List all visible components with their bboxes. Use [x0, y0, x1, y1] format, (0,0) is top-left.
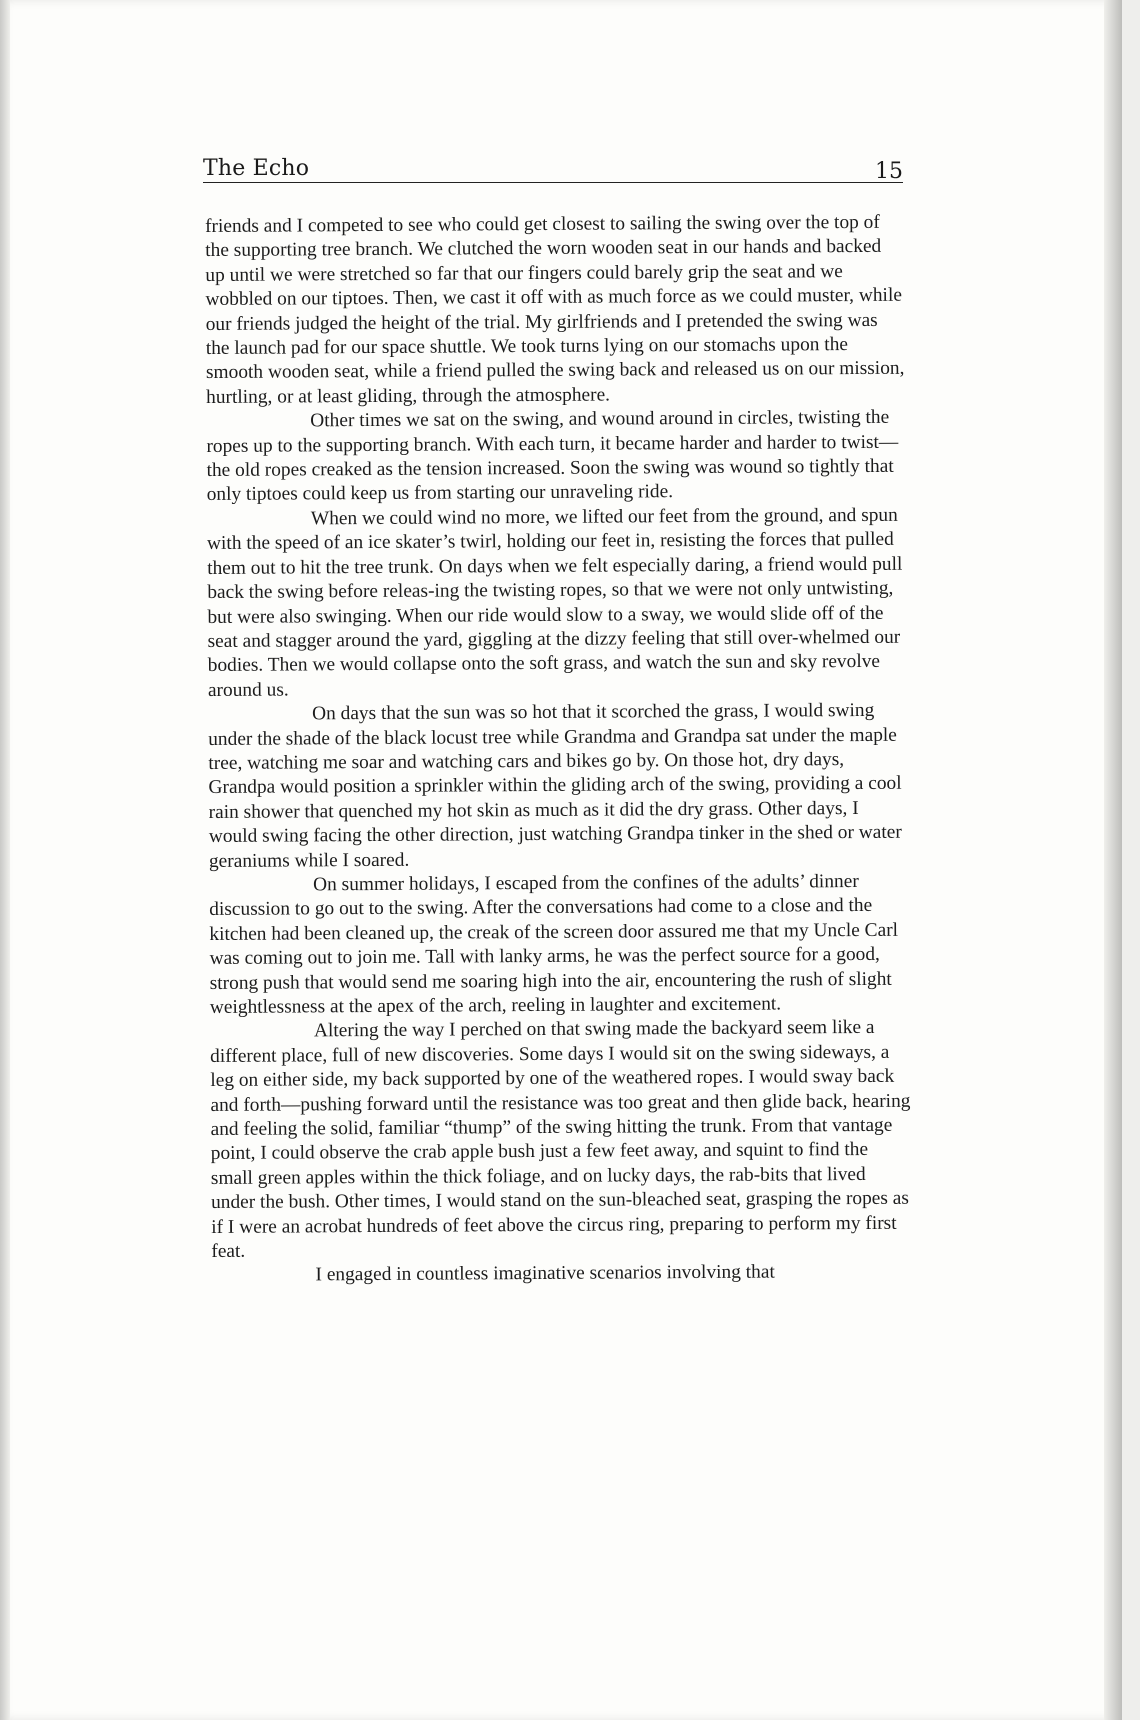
page-gutter-left [0, 0, 10, 1720]
paragraph: Altering the way I perched on that swing made the backyard seem like a different place, full of new discoveries. Some days I would sit on the swing sideways, a leg on either side, my back supported by one of the weathered ropes. I would sway back and forth—pushing forward until the resistance was too great and then glide back, hearing and feeling the solid, familiar “thump” of the swing hitting the trunk. From that vantage point, I could observe the crab apple bush just a few feet away, and squint to find the small green apples within the thick foliage, and on lucky days, the rab-bits that lived under the bush. Other times, I would stand on the sun-bleached seat, grasping the ropes as if I were an acrobat hundreds of feet above the circus ring, preparing to perform my first feat. [210, 1017, 911, 1263]
paragraph: On days that the sun was so hot that it scorched the grass, I would swing under the shade of the black locust tree while Grandma and Grandpa sat under the maple tree, watching me soar and watching cars and bikes go by. On those hot, dry days, Grandpa would position a sprinkler within the gliding arch of the swing, providing a cool rain shower that quenched my hot skin as much as it did the dry grass. Other days, I would swing facing the other direction, just watching Grandpa tinker in the shed or water geraniums while I soared. [208, 700, 902, 872]
paragraph: Other times we sat on the swing, and wound around in circles, twisting the ropes up to the supporting branch. With each turn, it became harder and harder to twist—the old ropes creaked as the tension increased. Soon the swing was wound so tightly that only tiptoes could keep us from starting our unraveling ride. [206, 407, 899, 506]
article-body [205, 211, 912, 1289]
journal-title: The Echo [203, 156, 310, 181]
paragraph: When we could wind no more, we lifted our feet from the ground, and spun with the speed of an ice skater’s twirl, holding our feet in, resisting the forces that pulled them out to hit the tree trunk. On days when we felt especially daring, a friend would pull back the swing before releas-ing the twisting ropes, so that we were not only untwisting, but were also swinging. When our ride would slow to a sway, we would slide off of the seat and stagger around the yard, giggling at the dizzy feeling that still over-whelmed our bodies. Then we would collapse onto the soft grass, and watch the sun and sky revolve around us. [206, 504, 903, 701]
page-number: 15 [875, 159, 903, 184]
page-edge-right [1104, 0, 1122, 1720]
paragraph: On summer holidays, I escaped from the confines of the adults’ dinner discussion to go out to the swing. After the conversations had come to a close and the kitchen had been cleaned up, the creak of the screen door assured me that my Uncle Carl was coming out to join me. Tall with lanky arms, he was the perfect source for a good, strong push that would send me soaring high into the air, encountering the rush of slight weightlessness at the apex of the arch, reeling in laughter and excitement. [209, 870, 899, 1018]
paragraph: I engaged in countless imaginative scenarios involving that [315, 1262, 775, 1286]
running-header [203, 152, 903, 183]
paragraph: friends and I competed to see who could get closest to sailing the swing over the top of the supporting tree branch. We clutched the worn wooden seat in our hands and backed up until we were stretched so far that our fingers could barely grip the seat and we wobbled on our tiptoes. Then, we cast it off with as much force as we could muster, while our friends judged the height of the trial. My girlfriends and I pretended the swing was the launch pad for our space shuttle. We took turns lying on our stomachs upon the smooth wooden seat, while a friend pulled the swing back and released us on our mission, hurtling, or at least gliding, through the atmosphere. [205, 211, 905, 408]
